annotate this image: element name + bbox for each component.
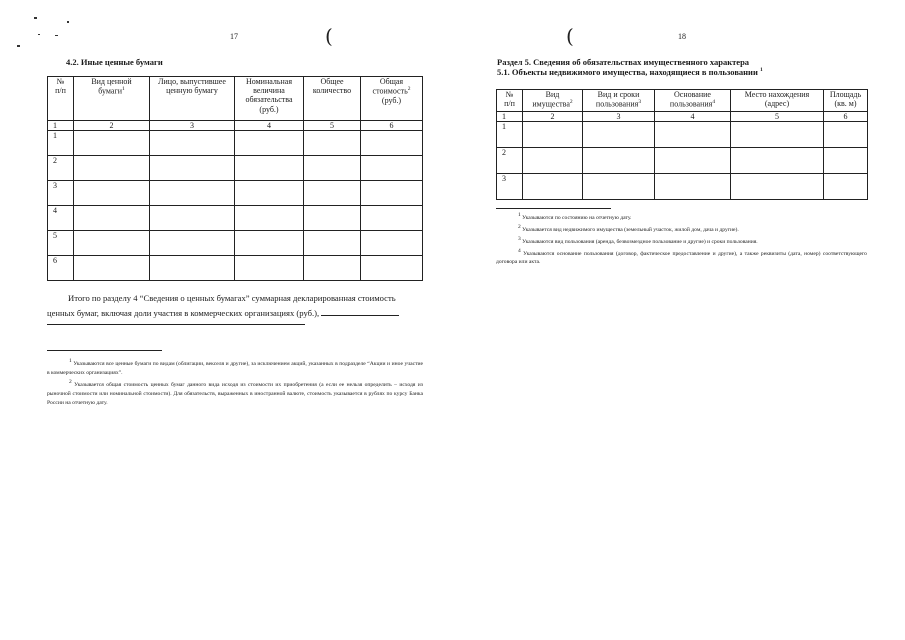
binding-mark-right: ( xyxy=(566,24,574,48)
footnote-number: 1 xyxy=(69,358,72,364)
table-row xyxy=(497,122,868,148)
table-row xyxy=(48,181,423,206)
row-number: 6 xyxy=(48,256,74,281)
col-number: 2 xyxy=(523,112,583,122)
cell xyxy=(523,122,583,148)
footnote xyxy=(496,247,867,268)
total-value-field[interactable] xyxy=(321,315,399,316)
cell xyxy=(150,131,235,156)
header-cell xyxy=(48,77,74,121)
header-cell xyxy=(497,90,523,112)
scan-speck xyxy=(38,34,40,35)
footnotes-right xyxy=(496,211,867,267)
footnote-text: Указывается вид недвижимого имущества (земельный участок, жилой дом, дача и другие). xyxy=(522,226,739,233)
cell xyxy=(74,156,150,181)
cell xyxy=(74,231,150,256)
cell xyxy=(361,181,423,206)
cell xyxy=(150,156,235,181)
footnote-text: Указываются основание пользования (договор, фактическое предоставление и другие), а также реквизиты (дата, номер) соответствующего договора или акта. xyxy=(496,250,867,266)
col-number: 3 xyxy=(583,112,655,122)
footnote xyxy=(47,357,423,378)
cell xyxy=(235,231,304,256)
cell xyxy=(304,181,361,206)
table-row xyxy=(48,206,423,231)
cell xyxy=(150,256,235,281)
header-cell xyxy=(361,77,423,121)
header-cell xyxy=(74,77,150,121)
cell xyxy=(523,148,583,174)
total-line-2-text: ценных бумаг, включая доли участия в коммерческих организациях (руб.), xyxy=(47,308,320,318)
cell xyxy=(523,174,583,200)
col-number: 6 xyxy=(361,121,423,131)
col-number: 3 xyxy=(150,121,235,131)
cell xyxy=(235,256,304,281)
footnote-separator-left xyxy=(47,350,162,351)
column-number-row xyxy=(48,121,423,131)
header-cell xyxy=(150,77,235,121)
header-text: (руб.) xyxy=(381,96,402,106)
header-text: № п/п xyxy=(55,77,66,96)
cell xyxy=(361,156,423,181)
page-number-right: 18 xyxy=(678,32,686,41)
cell xyxy=(235,181,304,206)
footnote-ref: 1 xyxy=(122,86,125,93)
table-row xyxy=(48,231,423,256)
scan-speck xyxy=(17,45,20,47)
col-number: 4 xyxy=(235,121,304,131)
col-number: 1 xyxy=(48,121,74,131)
cell xyxy=(361,131,423,156)
table-row xyxy=(497,148,868,174)
page-number-left: 17 xyxy=(230,32,238,41)
header-cell xyxy=(304,77,361,121)
cell xyxy=(304,156,361,181)
header-cell xyxy=(731,90,824,112)
cell xyxy=(655,174,731,200)
header-text: № п/п xyxy=(504,90,515,109)
footnote-text: Указываются все ценные бумаги по видам (облигации, векселя и другие), за исключением акций, указанных в подразделе “Акции и иное участие в коммерческих организациях”. xyxy=(47,360,423,376)
table-row xyxy=(497,174,868,200)
footnote-number: 4 xyxy=(518,247,521,254)
row-number: 4 xyxy=(48,206,74,231)
header-cell xyxy=(583,90,655,112)
securities-table xyxy=(47,76,423,281)
row-number: 5 xyxy=(48,231,74,256)
real-estate-table xyxy=(496,89,868,200)
footnote-number: 2 xyxy=(518,223,521,230)
binding-mark-left: ( xyxy=(325,24,333,48)
row-number: 1 xyxy=(48,131,74,156)
cell xyxy=(304,231,361,256)
footnote-separator-right xyxy=(496,208,611,209)
cell xyxy=(304,256,361,281)
scan-speck xyxy=(55,35,58,36)
footnote-ref: 1 xyxy=(759,67,763,74)
table-row xyxy=(48,256,423,281)
scan-speck xyxy=(67,21,69,23)
footnote-ref: 2 xyxy=(407,86,411,93)
cell xyxy=(304,131,361,156)
row-number: 3 xyxy=(497,174,523,200)
section-title-5: Раздел 5. Сведения об обязательствах имущественного характера xyxy=(497,57,750,67)
header-text: Вид ценной бумаги xyxy=(91,77,132,96)
cell xyxy=(74,206,150,231)
header-text: Площадь (кв. м) xyxy=(829,90,862,109)
cell xyxy=(731,148,824,174)
cell xyxy=(361,231,423,256)
header-cell xyxy=(824,90,868,112)
cell xyxy=(824,174,868,200)
total-continuation-line xyxy=(47,324,305,325)
header-text: Вид имущества xyxy=(532,90,570,109)
cell xyxy=(235,206,304,231)
cell xyxy=(361,206,423,231)
cell xyxy=(655,148,731,174)
table-row xyxy=(48,156,423,181)
cell xyxy=(361,256,423,281)
col-number: 5 xyxy=(304,121,361,131)
row-number: 3 xyxy=(48,181,74,206)
cell xyxy=(824,122,868,148)
row-number: 2 xyxy=(48,156,74,181)
cell xyxy=(583,174,655,200)
table-row xyxy=(48,131,423,156)
footnote-ref: 2 xyxy=(569,99,573,106)
cell xyxy=(150,231,235,256)
total-statement xyxy=(47,291,423,321)
footnote-ref: 4 xyxy=(712,99,716,106)
header-text: Номинальная величина обязательства (руб.) xyxy=(245,77,293,114)
header-cell xyxy=(235,77,304,121)
cell xyxy=(304,206,361,231)
footnotes-left xyxy=(47,357,423,408)
col-number: 1 xyxy=(497,112,523,122)
cell xyxy=(731,174,824,200)
table-header-row xyxy=(48,77,423,121)
footnote xyxy=(496,211,867,223)
cell xyxy=(583,148,655,174)
cell xyxy=(655,122,731,148)
header-text: Вид и сроки пользования xyxy=(595,90,640,109)
footnote xyxy=(496,223,867,235)
column-number-row xyxy=(497,112,868,122)
footnote-number: 1 xyxy=(518,212,521,218)
header-text: Основание пользования xyxy=(669,90,713,109)
footnote-text: Указываются вид пользования (аренда, безвозмездное пользование и другие) и сроки пользования. xyxy=(522,238,758,245)
cell xyxy=(731,122,824,148)
footnote xyxy=(496,235,867,247)
cell xyxy=(824,148,868,174)
col-number: 6 xyxy=(824,112,868,122)
footnote-ref: 3 xyxy=(638,99,642,106)
footnote-number: 3 xyxy=(518,235,521,242)
footnote-number: 2 xyxy=(69,378,72,385)
table-header-row xyxy=(497,90,868,112)
footnote xyxy=(47,378,423,408)
footnote-text: Указывается общая стоимость ценных бумаг данного вида исходя из стоимости их приобретения (а если ее нельзя определить – исходя из рыночной стоимости или номинальной стоимости). Для обязательств, выраженных в иностранной валюте, стоимость указывается в рублях по курсу Банка России на отчетную дату. xyxy=(47,381,423,406)
subsection-title-5-1 xyxy=(497,67,763,77)
header-text: Общая стоимость xyxy=(372,77,408,96)
cell xyxy=(150,206,235,231)
cell xyxy=(74,131,150,156)
cell xyxy=(150,181,235,206)
total-line-2 xyxy=(47,306,423,321)
cell xyxy=(235,131,304,156)
col-number: 2 xyxy=(74,121,150,131)
header-text: Место нахождения (адрес) xyxy=(744,90,810,109)
row-number: 1 xyxy=(497,122,523,148)
header-cell xyxy=(523,90,583,112)
cell xyxy=(74,256,150,281)
cell xyxy=(583,122,655,148)
col-number: 4 xyxy=(655,112,731,122)
row-number: 2 xyxy=(497,148,523,174)
section-title-4-2: 4.2. Иные ценные бумаги xyxy=(66,57,163,67)
header-text: Лицо, выпустившее ценную бумагу xyxy=(158,77,226,96)
subsection-title-text: 5.1. Объекты недвижимого имущества, находящиеся в пользовании xyxy=(497,67,758,77)
cell xyxy=(235,156,304,181)
scan-speck xyxy=(34,17,37,19)
header-text: Общее количество xyxy=(312,77,352,96)
total-line-1: Итого по разделу 4 “Сведения о ценных бумагах” суммарная декларированная стоимость xyxy=(68,293,396,303)
header-cell xyxy=(655,90,731,112)
cell xyxy=(74,181,150,206)
col-number: 5 xyxy=(731,112,824,122)
footnote-text: Указываются по состоянию на отчетную дату. xyxy=(522,214,632,221)
